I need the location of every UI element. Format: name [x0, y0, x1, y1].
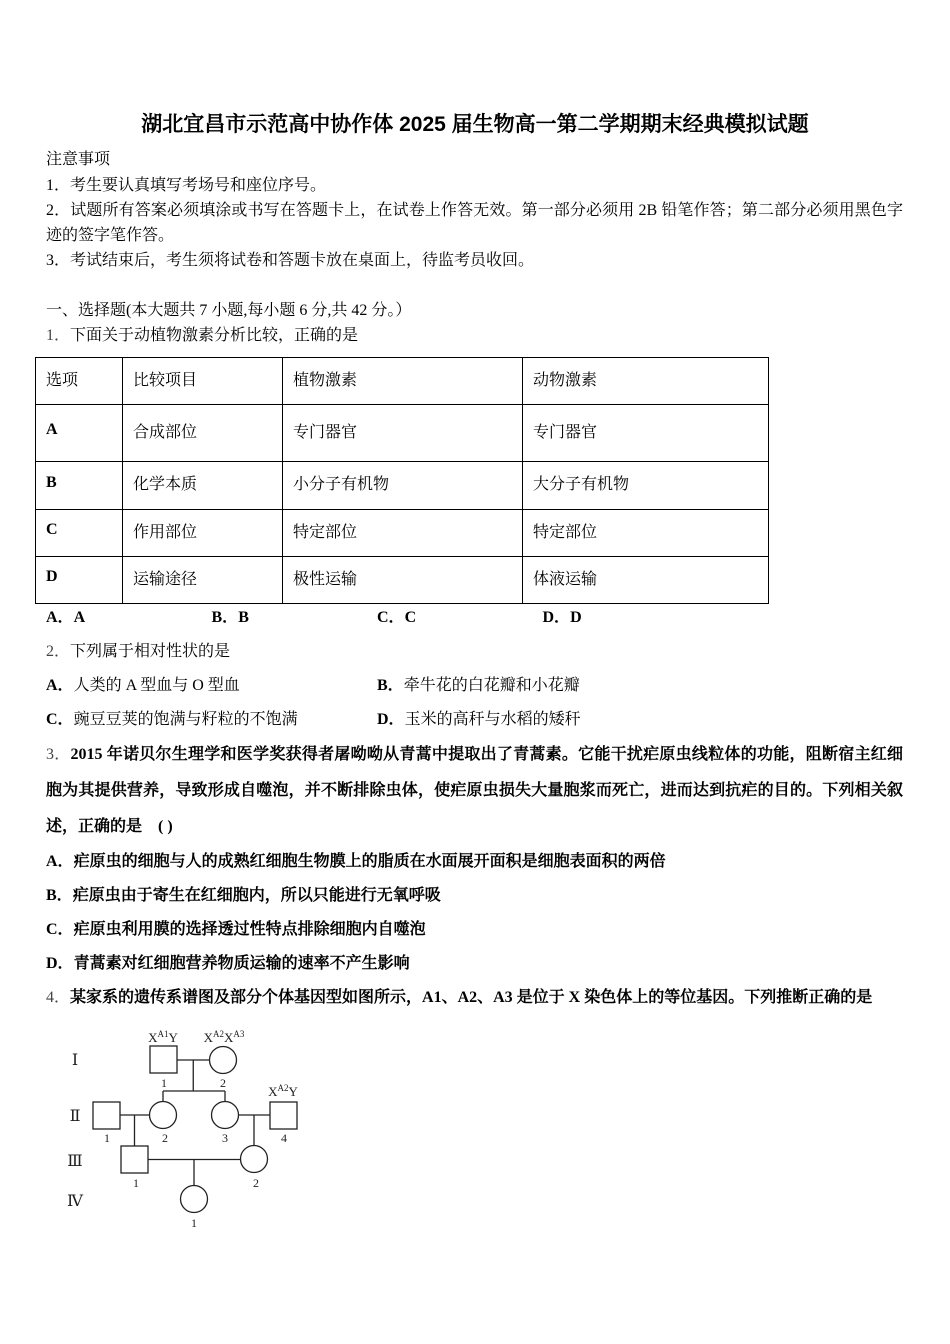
- option-label: A．: [46, 609, 74, 626]
- question-2-option-d: [377, 703, 708, 737]
- question-3-stem: [46, 737, 903, 845]
- option-label: B．: [211, 609, 239, 626]
- individual-number-I-2: 2: [220, 1076, 226, 1090]
- option-label: D．: [46, 955, 74, 972]
- table-cell: A: [36, 405, 123, 462]
- option-text: 人类的 A 型血与 O 型血: [73, 677, 240, 694]
- option-label: B．: [46, 887, 73, 904]
- table-header-cell: 比较项目: [123, 358, 283, 405]
- question-2-options-row-2: [46, 703, 903, 737]
- individual-I-1-male-square: [150, 1046, 177, 1073]
- individual-III-1-male-square: [121, 1146, 148, 1173]
- table-cell: 作用部位: [123, 510, 283, 557]
- option-label: A．: [46, 677, 74, 694]
- genotype-allele: A1: [157, 1029, 169, 1039]
- option-label: A．: [46, 853, 74, 870]
- genotype-allele: A2: [213, 1029, 224, 1039]
- exam-content: [46, 147, 903, 1240]
- table-cell: D: [36, 557, 123, 604]
- individual-number-II-2: 2: [162, 1131, 168, 1145]
- question-1-table: [35, 357, 769, 604]
- individual-number-IV-1: 1: [191, 1216, 197, 1230]
- question-1-options: [46, 604, 903, 632]
- question-4-stem: [46, 981, 903, 1015]
- question-1-number: 1．: [46, 327, 71, 344]
- table-cell: 合成部位: [123, 405, 283, 462]
- table-header-cell: 植物激素: [283, 358, 523, 405]
- genotype-label-II-4: [268, 1083, 298, 1099]
- genotype-allele: A3: [233, 1029, 245, 1039]
- genotype-base: X: [203, 1030, 213, 1045]
- question-3-text: 2015 年诺贝尔生理学和医学奖获得者屠呦呦从青蒿中提取出了青蒿素。它能干扰疟原虫线粒体的功能，阻断宿主红细胞为其提供营养，导致形成自噬泡，并不断排除虫体，使疟原虫损失大量胞浆而死亡，进而达到抗疟的目的。下列相关叙述，正确的是 ( ): [46, 746, 903, 835]
- genotype-base: X: [268, 1084, 278, 1099]
- question-1-option-d: [543, 604, 709, 632]
- table-row: [36, 462, 769, 510]
- individual-II-3-female-circle: [212, 1102, 239, 1129]
- table-row: [36, 510, 769, 557]
- option-text: A: [73, 609, 86, 626]
- option-text: D: [570, 609, 582, 626]
- question-3-option-a: [46, 845, 903, 879]
- notice-item-1: 1．考生要认真填写考场号和座位序号。: [46, 177, 327, 194]
- table-cell: 特定部位: [523, 510, 769, 557]
- genotype-base: X: [224, 1030, 234, 1045]
- generation-label-1: Ⅰ: [71, 1052, 79, 1069]
- table-cell: 体液运输: [523, 557, 769, 604]
- individual-IV-1-female-circle: [181, 1186, 208, 1213]
- question-2-options-row-1: [46, 669, 903, 703]
- individual-II-2-female-circle: [150, 1102, 177, 1129]
- individual-II-4-male-square: [270, 1102, 297, 1129]
- question-1-stem: [46, 323, 903, 348]
- page-title: 湖北宜昌市示范高中协作体 2025 届生物高一第二学期期末经典模拟试题: [141, 113, 809, 136]
- table-cell: 专门器官: [523, 405, 769, 462]
- option-label: D．: [542, 609, 571, 626]
- option-text: 疟原虫利用膜的选择透过性特点排除细胞内自噬泡: [73, 921, 426, 938]
- question-1-text: 下面关于动植物激素分析比较，正确的是: [70, 327, 359, 344]
- table-header-cell: 选项: [36, 358, 123, 405]
- option-label: D．: [377, 711, 405, 728]
- individual-number-III-2: 2: [253, 1176, 259, 1190]
- notice-item-3: 3．考试结束后，考生须将试卷和答题卡放在桌面上，待监考员收回。: [46, 252, 535, 269]
- question-4-number: 4．: [46, 989, 71, 1006]
- individual-number-II-4: 4: [281, 1131, 287, 1145]
- generation-label-2: Ⅱ: [69, 1108, 81, 1125]
- table-cell: 极性运输: [283, 557, 523, 604]
- individual-III-2-female-circle: [241, 1146, 268, 1173]
- question-4-text: 某家系的遗传系谱图及部分个体基因型如图所示，A1、A2、A3 是位于 X 染色体上的等位基因。下列推断正确的是: [70, 989, 873, 1006]
- genotype-base: X: [148, 1030, 158, 1045]
- individual-number-II-3: 3: [222, 1131, 228, 1145]
- option-text: 疟原虫由于寄生在红细胞内，所以只能进行无氧呼吸: [72, 887, 441, 904]
- option-text: 豌豆豆荚的饱满与籽粒的不饱满: [73, 711, 298, 728]
- individual-number-II-1: 1: [104, 1131, 110, 1145]
- option-label: C．: [377, 609, 405, 626]
- table-cell: 小分子有机物: [283, 462, 523, 510]
- genotype-allele: A2: [277, 1083, 289, 1093]
- genotype-label-I-1: [148, 1029, 178, 1045]
- genotype-base: Y: [168, 1030, 178, 1045]
- question-1-option-b: [212, 604, 378, 632]
- table-row: [36, 557, 769, 604]
- pedigree-chart: [46, 1015, 346, 1240]
- option-label: C．: [46, 711, 74, 728]
- individual-I-2-female-circle: [210, 1047, 237, 1074]
- question-2-option-c: [46, 703, 377, 737]
- individual-number-I-1: 1: [161, 1076, 167, 1090]
- individual-number-III-1: 1: [133, 1176, 139, 1190]
- option-label: B．: [377, 677, 404, 694]
- table-cell: 特定部位: [283, 510, 523, 557]
- question-3-number: 3．: [46, 746, 71, 763]
- option-text: 玉米的高秆与水稻的矮秆: [404, 711, 581, 728]
- question-2-text: 下列属于相对性状的是: [70, 643, 231, 660]
- question-3-option-b: [46, 879, 903, 913]
- option-text: C: [404, 609, 417, 626]
- option-text: 牵牛花的白花瓣和小花瓣: [403, 677, 580, 694]
- question-1-option-a: [46, 604, 212, 632]
- question-2-option-a: [46, 669, 377, 703]
- generation-label-4: Ⅳ: [67, 1193, 83, 1210]
- option-text: 疟原虫的细胞与人的成熟红细胞生物膜上的脂质在水面展开面积是细胞表面积的两倍: [73, 853, 666, 870]
- question-3-option-d: [46, 947, 903, 981]
- option-text: 青蒿素对红细胞营养物质运输的速率不产生影响: [73, 955, 410, 972]
- notice-item-2: 2．试题所有答案必须填涂或书写在答题卡上，在试卷上作答无效。第一部分必须用 2B 铅笔作答；第二部分必须用黑色字迹的签字笔作答。: [46, 202, 903, 244]
- question-2-stem: [46, 635, 903, 669]
- table-header-row: [36, 358, 769, 405]
- notice-heading: 注意事项: [46, 151, 111, 168]
- section-heading: 一、选择题(本大题共 7 小题,每小题 6 分,共 42 分。）: [46, 302, 412, 319]
- individual-II-1-male-square: [93, 1102, 120, 1129]
- table-cell: 专门器官: [283, 405, 523, 462]
- generation-label-3: Ⅲ: [67, 1153, 83, 1170]
- question-3-option-c: [46, 913, 903, 947]
- table-cell: 运输途径: [123, 557, 283, 604]
- table-header-cell: 动物激素: [523, 358, 769, 405]
- table-cell: 化学本质: [123, 462, 283, 510]
- option-label: C．: [46, 921, 74, 938]
- genotype-base: Y: [288, 1084, 298, 1099]
- question-1-option-c: [377, 604, 543, 632]
- genotype-label-I-2: [204, 1029, 245, 1045]
- question-2-option-b: [377, 669, 708, 703]
- option-text: B: [238, 609, 249, 626]
- table-cell: 大分子有机物: [523, 462, 769, 510]
- table-cell: C: [36, 510, 123, 557]
- table-row: [36, 405, 769, 462]
- question-2-number: 2．: [46, 643, 71, 660]
- table-cell: B: [36, 462, 123, 510]
